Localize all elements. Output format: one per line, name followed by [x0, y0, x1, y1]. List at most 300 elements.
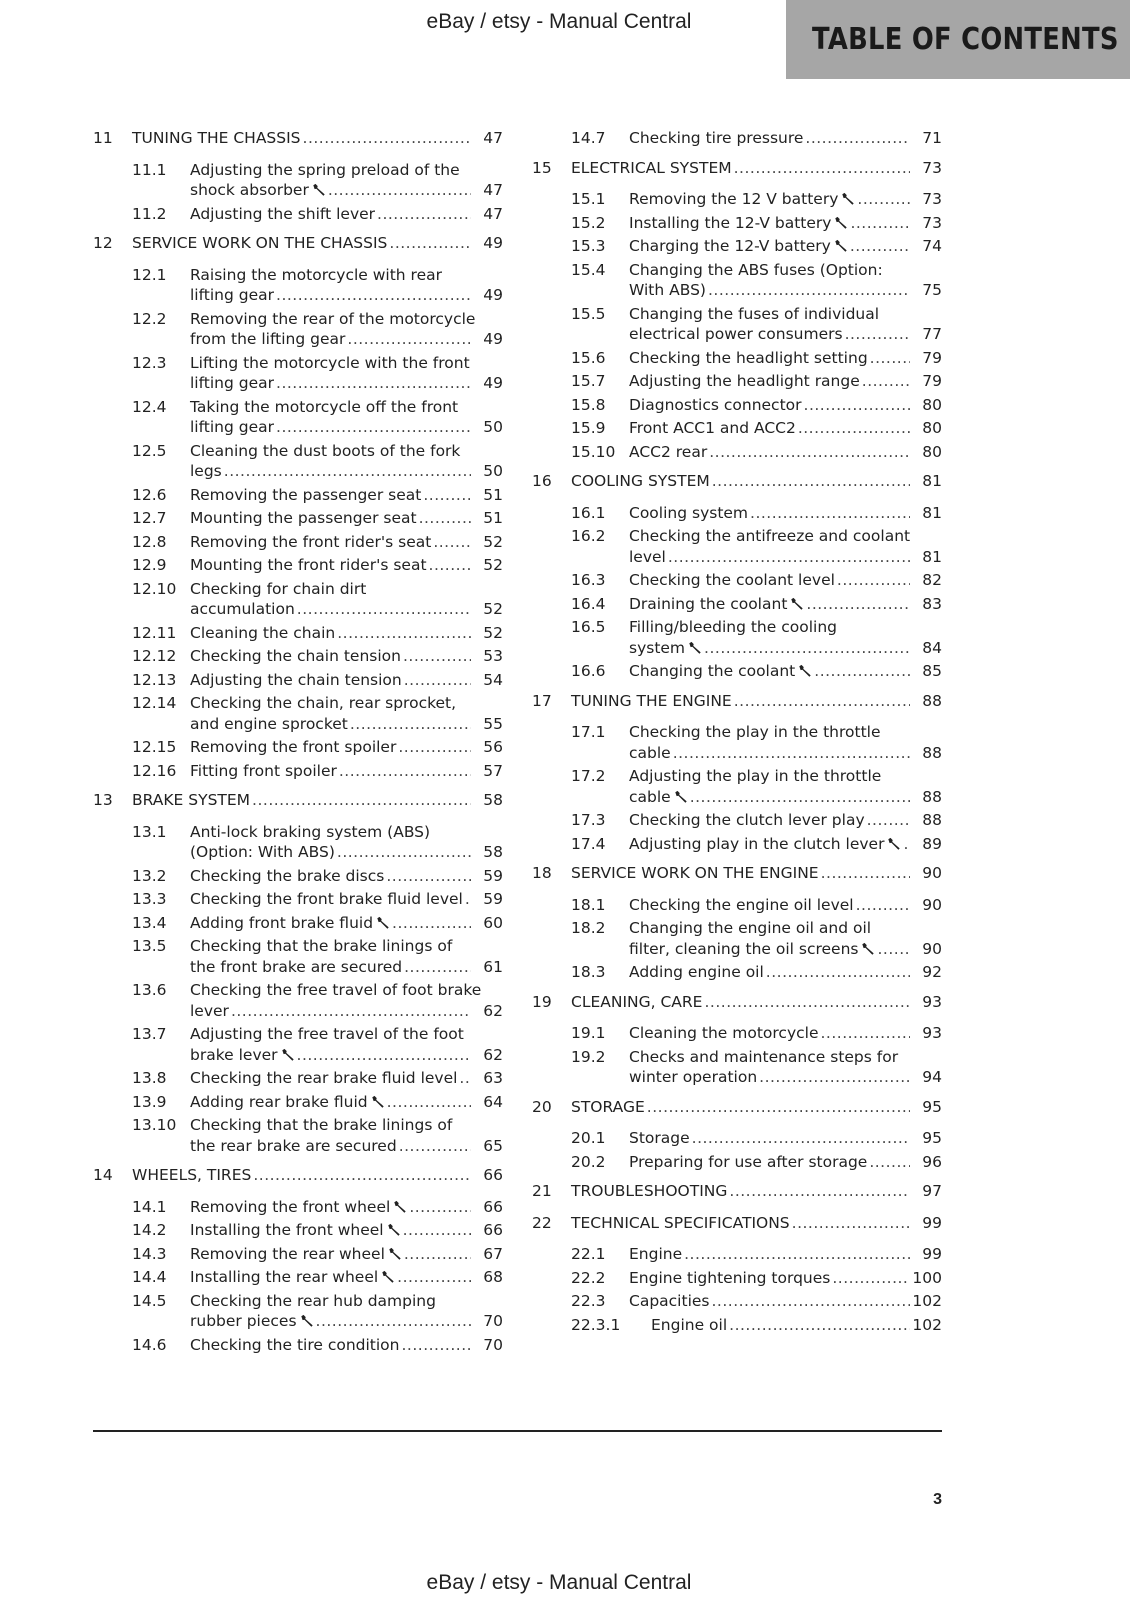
toc-entry-title-line: Checks and maintenance steps for [629, 1047, 899, 1066]
toc-page-number: 88 [922, 691, 942, 710]
toc-entry-number: 11 [93, 129, 113, 147]
toc-entry-number: 13.6 [132, 981, 167, 999]
wrench-icon [790, 596, 804, 610]
toc-dot-leader [845, 324, 910, 345]
toc-entry[interactable] [532, 661, 942, 682]
toc-entry-title-line: Raising the motorcycle with rear [190, 265, 442, 284]
toc-dot-leader [252, 790, 471, 811]
toc-dot-leader [459, 1068, 471, 1089]
wrench-icon [834, 238, 848, 252]
toc-entry-number: 21 [532, 1182, 552, 1200]
toc-dot-leader [303, 128, 471, 149]
toc-entry-title-line: Checking the engine oil level [629, 895, 854, 914]
toc-dot-leader [759, 1067, 910, 1088]
toc-entry[interactable] [93, 1024, 503, 1065]
toc-dot-leader [856, 895, 910, 916]
toc-entry[interactable] [93, 160, 503, 201]
toc-entry[interactable] [532, 395, 942, 416]
toc-page-number: 100 [912, 1268, 942, 1287]
toc-entry[interactable] [532, 1244, 942, 1265]
toc-entry-title-line: system [629, 638, 686, 657]
toc-entry-title-line: Anti-lock braking system (ABS) [190, 822, 431, 841]
toc-entry-title-line: Checking the tire condition [190, 1335, 400, 1354]
toc-dot-leader [465, 889, 471, 910]
toc-entry-title-line: Engine tightening torques [629, 1268, 831, 1287]
toc-entry[interactable] [532, 594, 942, 615]
toc-entry-number: 11.2 [132, 204, 167, 223]
toc-entry-title-line: and engine sprocket [190, 714, 348, 733]
toc-entry-title-line: Checking for chain dirt [190, 579, 367, 598]
toc-dot-leader [668, 547, 910, 568]
toc-entry-number: 13.1 [132, 822, 167, 841]
toc-dot-leader [402, 1335, 472, 1356]
toc-dot-leader [377, 204, 471, 225]
toc-entry[interactable] [93, 1291, 503, 1332]
toc-dot-leader [734, 158, 910, 179]
toc-dot-leader [297, 1045, 471, 1066]
toc-entry[interactable] [93, 1115, 503, 1156]
toc-dot-leader [712, 471, 910, 492]
toc-entry-title-line: Changing the fuses of individual [629, 304, 880, 323]
toc-entry-number: 14.5 [132, 1291, 167, 1310]
wrench-icon [393, 1199, 407, 1213]
toc-entry-number: 12.16 [132, 761, 177, 780]
toc-entry[interactable] [532, 503, 942, 524]
toc-entry[interactable] [532, 766, 942, 807]
toc-entry[interactable] [93, 1335, 503, 1356]
toc-entry-number: 18.2 [571, 919, 606, 937]
toc-dot-leader [347, 329, 471, 350]
toc-entry[interactable] [532, 918, 942, 959]
toc-entry[interactable] [532, 526, 942, 567]
toc-dot-leader [850, 213, 910, 234]
toc-dot-leader [867, 810, 910, 831]
toc-dot-leader [862, 371, 910, 392]
toc-entry-title-line: lifting gear [190, 418, 275, 436]
toc-entry[interactable] [532, 570, 942, 591]
toc-page-number: 56 [483, 738, 503, 756]
toc-entry-title-line: Charging the 12-V battery [629, 237, 831, 255]
toc-entry[interactable] [93, 670, 503, 691]
toc-dot-leader [729, 1181, 910, 1202]
toc-entry[interactable] [532, 1181, 942, 1202]
toc-page-number: 57 [483, 761, 503, 780]
toc-entry-number: 13.7 [132, 1025, 167, 1043]
toc-entry[interactable] [93, 790, 503, 811]
toc-entry-title-line: cable [629, 743, 671, 762]
toc-page-number: 80 [922, 395, 942, 414]
toc-dot-leader [337, 842, 471, 863]
toc-entry-number: 15.8 [571, 395, 606, 414]
toc-entry[interactable] [93, 353, 503, 394]
toc-entry-number: 15.10 [571, 442, 616, 461]
toc-entry-title-line: Checking the antifreeze and coolant [629, 527, 911, 545]
toc-entry[interactable] [532, 213, 942, 234]
toc-entry[interactable] [532, 834, 942, 855]
toc-entry-title-line: SERVICE WORK ON THE CHASSIS [132, 234, 388, 252]
toc-page-number: 94 [922, 1068, 942, 1086]
toc-entry-title-line: ELECTRICAL SYSTEM [571, 158, 732, 177]
toc-entry[interactable] [532, 418, 942, 439]
toc-entry-number: 12.11 [132, 623, 177, 642]
toc-page-number: 73 [922, 158, 942, 177]
toc-entry-number: 22.1 [571, 1245, 606, 1263]
toc-dot-leader [350, 714, 471, 735]
toc-dot-leader [750, 503, 910, 524]
toc-dot-leader [423, 485, 471, 506]
toc-page-number: 59 [483, 866, 503, 885]
toc-dot-leader [328, 180, 471, 201]
toc-dot-leader [673, 743, 910, 764]
toc-entry-number: 15.4 [571, 260, 606, 279]
toc-dot-leader [708, 280, 910, 301]
toc-entry-title-line: Checking that the brake linings of [190, 937, 453, 955]
toc-entry[interactable] [93, 485, 503, 506]
toc-entry[interactable] [93, 1092, 503, 1113]
toc-entry-number: 19.2 [571, 1047, 606, 1066]
toc-page-number: 67 [483, 1244, 503, 1263]
toc-entry[interactable] [93, 623, 503, 644]
toc-page-number: 85 [922, 662, 942, 680]
toc-entry-number: 14.2 [132, 1221, 167, 1239]
toc-entry-number: 15.6 [571, 348, 606, 367]
toc-dot-leader [837, 570, 910, 591]
toc-entry-number: 22.3 [571, 1292, 606, 1310]
toc-dot-leader [224, 461, 471, 482]
toc-dot-leader [398, 737, 471, 758]
toc-entry[interactable] [532, 1047, 942, 1088]
toc-entry-number: 20.1 [571, 1129, 606, 1147]
toc-dot-leader [792, 1213, 910, 1234]
toc-dot-leader [403, 646, 471, 667]
toc-dot-leader [297, 599, 471, 620]
toc-entry-number: 22.3.1 [571, 1315, 621, 1334]
toc-page-number: 49 [483, 374, 503, 392]
toc-entry-title-line: level [629, 547, 666, 566]
toc-dot-leader [820, 1023, 910, 1044]
toc-page-number: 53 [483, 647, 503, 665]
toc-entry-title-line: Adjusting play in the clutch lever [629, 834, 885, 853]
toc-page-number: 99 [922, 1213, 942, 1232]
toc-entry-title-line: Removing the rear wheel [190, 1244, 385, 1263]
toc-entry[interactable] [93, 397, 503, 438]
toc-entry-title-line: Adjusting the spring preload of the [190, 160, 460, 179]
toc-entry[interactable] [93, 204, 503, 225]
toc-page-number: 96 [922, 1152, 942, 1171]
toc-entry-title-line: brake lever [190, 1045, 278, 1064]
toc-dot-leader [404, 670, 471, 691]
toc-entry-title-line: shock absorber [190, 181, 309, 199]
toc-entry-title-line: Engine oil [651, 1315, 728, 1334]
toc-entry[interactable] [532, 1268, 942, 1289]
toc-page-number: 81 [922, 472, 942, 490]
toc-page-number: 88 [922, 743, 942, 762]
toc-entry[interactable] [532, 1152, 942, 1173]
toc-page-number: 70 [483, 1312, 503, 1330]
toc-entry[interactable] [93, 128, 503, 149]
toc-entry[interactable] [532, 992, 942, 1013]
toc-page-number: 84 [922, 638, 942, 657]
toc-entry-title-line: lifting gear [190, 286, 275, 304]
toc-entry[interactable] [93, 579, 503, 620]
toc-entry[interactable] [93, 737, 503, 758]
toc-entry[interactable] [532, 471, 942, 492]
toc-entry[interactable] [532, 348, 942, 369]
toc-entry-title-line: WHEELS, TIRES [132, 1166, 252, 1184]
toc-entry[interactable] [93, 1244, 503, 1265]
toc-entry-title-line: Checking the rear hub damping [190, 1291, 436, 1310]
toc-entry-title-line: Adjusting the shift lever [190, 204, 376, 223]
toc-entry[interactable] [532, 1097, 942, 1118]
toc-page-number: 52 [483, 600, 503, 618]
toc-entry-number: 13.9 [132, 1092, 167, 1111]
toc-entry-number: 20.2 [571, 1152, 606, 1171]
toc-entry[interactable] [93, 866, 503, 887]
toc-page-number: 102 [912, 1292, 942, 1310]
toc-page-number: 89 [922, 834, 942, 853]
wrench-icon [834, 215, 848, 229]
toc-page-number: 74 [922, 237, 942, 255]
toc-dot-leader [804, 395, 910, 416]
toc-page-number: 88 [922, 811, 942, 829]
toc-entry[interactable] [532, 1291, 942, 1312]
toc-entry-number: 16 [532, 472, 552, 490]
toc-dot-leader [850, 236, 910, 257]
toc-entry-title-line: Checking the rear brake fluid level [190, 1069, 458, 1087]
toc-entry[interactable] [532, 371, 942, 392]
toc-entry-title-line: Cleaning the chain [190, 623, 336, 642]
toc-page-number: 80 [922, 419, 942, 437]
toc-entry-title-line: Checking the chain, rear sprocket, [190, 694, 457, 712]
toc-entry-title-line: Capacities [629, 1292, 710, 1310]
toc-entry-title-line: Draining the coolant [629, 594, 788, 613]
toc-page-number: 64 [483, 1092, 503, 1111]
toc-entry[interactable] [93, 693, 503, 734]
toc-entry-number: 12.6 [132, 485, 167, 504]
toc-entry-number: 13 [93, 791, 113, 809]
toc-entry-title-line: (Option: With ABS) [190, 843, 335, 861]
toc-entry[interactable] [93, 265, 503, 306]
toc-entry-title-line: Adjusting the headlight range [629, 372, 860, 390]
toc-entry[interactable] [532, 962, 942, 983]
toc-entry[interactable] [93, 889, 503, 910]
toc-entry-title-line: filter, cleaning the oil screens [629, 939, 859, 958]
toc-entry-title-line: STORAGE [571, 1097, 645, 1116]
toc-page-number: 73 [922, 190, 942, 208]
wrench-icon [887, 836, 901, 850]
toc-entry[interactable] [532, 1213, 942, 1234]
toc-entry-title-line: TECHNICAL SPECIFICATIONS [571, 1213, 790, 1232]
toc-entry[interactable] [532, 260, 942, 301]
toc-dot-leader [404, 1244, 471, 1265]
toc-entry-title-line: rubber pieces [190, 1312, 297, 1330]
toc-entry[interactable] [532, 1128, 942, 1149]
toc-page-number: 70 [483, 1335, 503, 1354]
toc-entry[interactable] [93, 936, 503, 977]
toc-page-number: 65 [483, 1136, 503, 1155]
toc-entry-number: 14.3 [132, 1244, 167, 1263]
toc-page-number: 50 [483, 462, 503, 480]
page-number: 3 [933, 1491, 942, 1508]
toc-entry-title-line: ACC2 rear [629, 442, 708, 461]
toc-page-number: 99 [922, 1245, 942, 1263]
toc-entry-title-line: Changing the engine oil and oil [629, 919, 872, 937]
toc-entry[interactable] [532, 691, 942, 712]
toc-entry[interactable] [93, 1267, 503, 1288]
toc-column-left [93, 128, 503, 1358]
toc-entry[interactable] [532, 1023, 942, 1044]
toc-entry[interactable] [93, 822, 503, 863]
toc-dot-leader [386, 866, 471, 887]
toc-entry-title-line: Fitting front spoiler [190, 761, 337, 780]
toc-entry[interactable] [93, 913, 503, 934]
toc-entry[interactable] [93, 980, 503, 1021]
toc-entry-title-line: Adding front brake fluid [190, 913, 374, 932]
toc-entry-number: 15.3 [571, 237, 606, 255]
toc-dot-leader [404, 957, 471, 978]
toc-page-number: 90 [922, 895, 942, 914]
toc-entry[interactable] [93, 646, 503, 667]
toc-entry[interactable] [532, 128, 942, 149]
toc-entry-title-line: Cleaning the dust boots of the fork [190, 441, 461, 460]
toc-entry-title-line: Removing the front wheel [190, 1197, 391, 1216]
toc-entry[interactable] [93, 441, 503, 482]
toc-entry-number: 14.1 [132, 1197, 167, 1216]
toc-entry-number: 17 [532, 691, 552, 710]
toc-dot-leader [690, 787, 910, 808]
toc-entry-title-line: SERVICE WORK ON THE ENGINE [571, 864, 819, 882]
section-title-box [786, 0, 1130, 79]
toc-entry-number: 17.2 [571, 767, 606, 785]
toc-entry-title-line: Removing the rear of the motorcycle [190, 309, 476, 328]
toc-page-number: 63 [483, 1069, 503, 1087]
toc-entry-number: 12.8 [132, 532, 167, 551]
toc-entry-number: 17.4 [571, 834, 606, 853]
toc-entry[interactable] [93, 761, 503, 782]
toc-entry[interactable] [93, 309, 503, 350]
wrench-icon [688, 640, 702, 654]
toc-dot-leader [903, 834, 910, 855]
toc-entry-title-line: lifting gear [190, 374, 275, 392]
toc-dot-leader [870, 348, 910, 369]
toc-entry-title-line: accumulation [190, 600, 295, 618]
toc-entry-number: 13.4 [132, 913, 167, 932]
toc-dot-leader [704, 992, 910, 1013]
toc-entry-number: 16.5 [571, 618, 606, 636]
toc-entry[interactable] [532, 722, 942, 763]
toc-dot-leader [805, 128, 910, 149]
toc-entry[interactable] [532, 895, 942, 916]
toc-page-number: 58 [483, 843, 503, 861]
footer-rule [93, 1430, 942, 1432]
wrench-icon [376, 915, 390, 929]
toc-entry[interactable] [93, 233, 503, 254]
toc-entry-number: 13.5 [132, 937, 167, 955]
toc-dot-leader [821, 863, 910, 884]
toc-entry[interactable] [93, 508, 503, 529]
toc-page-number: 81 [922, 503, 942, 522]
toc-entry[interactable] [532, 236, 942, 257]
toc-entry-title-line: the rear brake are secured [190, 1136, 397, 1155]
toc-entry[interactable] [93, 1068, 503, 1089]
toc-entry[interactable] [532, 158, 942, 179]
toc-page-number: 93 [922, 992, 942, 1011]
toc-entry-number: 15.2 [571, 213, 606, 232]
toc-entry-number: 13.2 [132, 866, 167, 885]
toc-page-number: 60 [483, 913, 503, 932]
toc-entry-title-line: Removing the 12 V battery [629, 190, 839, 208]
toc-entry-title-line: legs [190, 462, 222, 480]
toc-dot-leader [337, 623, 471, 644]
toc-entry-title-line: Checking the free travel of foot brake [190, 981, 482, 999]
toc-page-number: 68 [483, 1268, 503, 1286]
toc-entry-title-line: Adding engine oil [629, 963, 764, 981]
toc-entry-title-line: Diagnostics connector [629, 395, 802, 414]
toc-entry-title-line: Checking the front brake fluid level [190, 890, 463, 908]
toc-page-number: 97 [922, 1182, 942, 1200]
toc-dot-leader [316, 1311, 471, 1332]
toc-entry[interactable] [93, 1197, 503, 1218]
toc-entry[interactable] [532, 1315, 942, 1336]
toc-entry-title-line: cable [629, 787, 671, 806]
toc-page-number: 47 [483, 129, 503, 147]
toc-entry-number: 18.1 [571, 895, 606, 914]
toc-entry[interactable] [93, 1165, 503, 1186]
toc-entry-title-line: Removing the front spoiler [190, 738, 397, 756]
toc-dot-leader [647, 1097, 910, 1118]
toc-entry-number: 12 [93, 234, 113, 252]
toc-entry-number: 19 [532, 992, 552, 1011]
toc-dot-leader [692, 1128, 910, 1149]
toc-page-number: 62 [483, 1001, 503, 1020]
toc-entry[interactable] [93, 532, 503, 553]
toc-entry[interactable] [532, 617, 942, 658]
toc-entry-title-line: Front ACC1 and ACC2 [629, 419, 796, 437]
toc-entry-title-line: Engine [629, 1245, 683, 1263]
toc-entry[interactable] [93, 555, 503, 576]
toc-entry[interactable] [532, 304, 942, 345]
toc-entry-title-line: Cleaning the motorcycle [629, 1024, 819, 1042]
toc-entry[interactable] [532, 189, 942, 210]
toc-page-number: 50 [483, 418, 503, 436]
toc-entry-number: 12.7 [132, 509, 167, 527]
toc-dot-leader [419, 508, 471, 529]
toc-page-number: 55 [483, 714, 503, 733]
toc-entry-title-line: Checking the headlight setting [629, 348, 868, 367]
toc-entry-number: 13.10 [132, 1116, 177, 1134]
toc-entry-number: 15.9 [571, 419, 606, 437]
toc-entry-title-line: the front brake are secured [190, 957, 403, 976]
toc-entry-number: 13.3 [132, 890, 167, 908]
toc-entry-title-line: lever [190, 1001, 229, 1020]
toc-entry-number: 14.6 [132, 1335, 167, 1354]
toc-entry-number: 15.7 [571, 372, 606, 390]
toc-entry-title-line: Checking the clutch lever play [629, 811, 865, 829]
toc-page-number: 102 [912, 1315, 942, 1334]
toc-entry-title-line: CLEANING, CARE [571, 992, 703, 1011]
toc-entry[interactable] [532, 810, 942, 831]
toc-page-number: 49 [483, 286, 503, 304]
toc-entry[interactable] [532, 863, 942, 884]
toc-entry-title-line: TROUBLESHOOTING [571, 1182, 728, 1200]
toc-entry-title-line: Installing the rear wheel [190, 1268, 379, 1286]
toc-entry[interactable] [532, 442, 942, 463]
toc-page-number: 75 [922, 281, 942, 299]
toc-page-number: 81 [922, 547, 942, 566]
toc-entry[interactable] [93, 1220, 503, 1241]
toc-entry-number: 20 [532, 1097, 552, 1116]
wrench-icon [798, 663, 812, 677]
